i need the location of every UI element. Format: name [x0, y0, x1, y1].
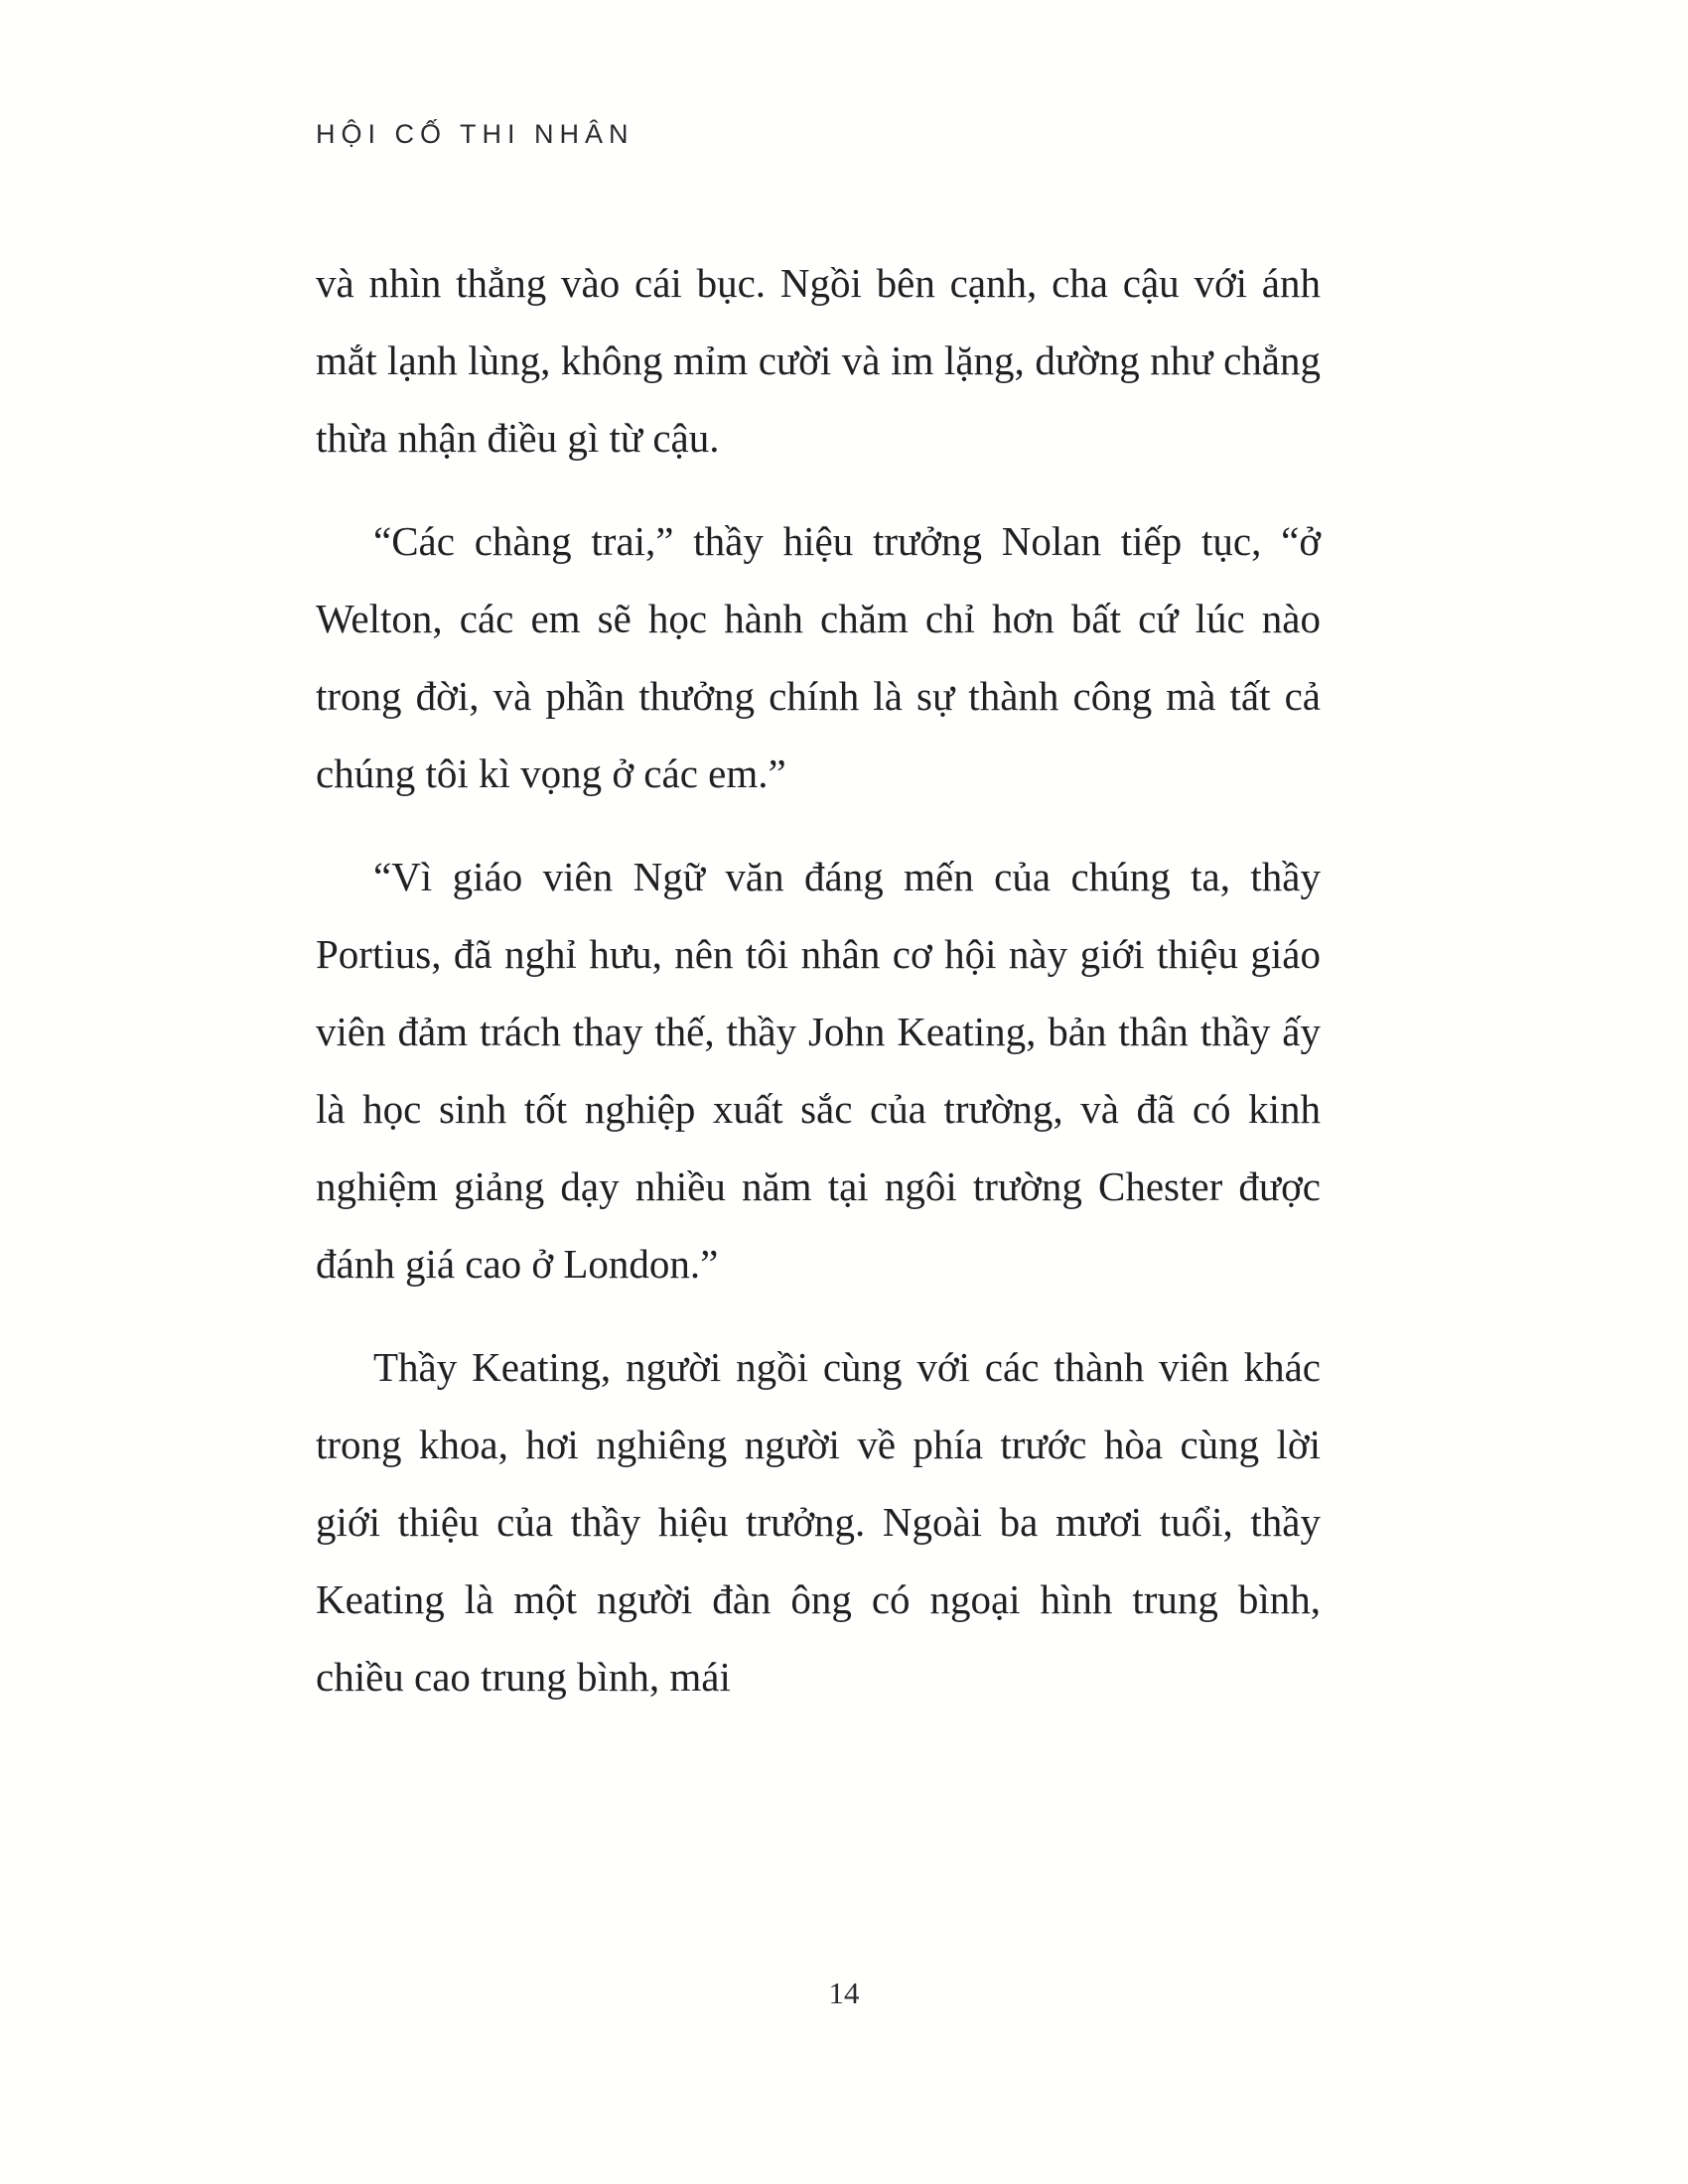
- paragraph: và nhìn thẳng vào cái bục. Ngồi bên cạnh, cha cậu với ánh mắt lạnh lùng, không mỉm cười và im lặng, dường như chẳng thừa nhận điều gì từ cậu.: [316, 260, 1321, 461]
- paragraph: “Vì giáo viên Ngữ văn đáng mến của chúng ta, thầy Portius, đã nghỉ hưu, nên tôi nhân cơ hội này giới thiệu giáo viên đảm trách thay thế, thầy John Keating, bản thân thầy ấy là học sinh tốt nghiệp xuất sắc của trường, và đã có kinh nghiệm giảng dạy nhiều năm tại ngôi trường Chester được đánh giá cao ở London.”: [316, 854, 1321, 1287]
- page-number: 14: [828, 1976, 860, 2010]
- running-head: HỘI CỐ THI NHÂN: [316, 119, 634, 149]
- paragraph: Thầy Keating, người ngồi cùng với các thành viên khác trong khoa, hơi nghiêng người về phía trước hòa cùng lời giới thiệu của thầy hiệu trưởng. Ngoài ba mươi tuổi, thầy Keating là một người đàn ông có ngoại hình trung bình, chiều cao trung bình, mái: [316, 1344, 1321, 1700]
- body-text-column: [316, 244, 1321, 1715]
- paragraph: “Các chàng trai,” thầy hiệu trưởng Nolan tiếp tục, “ở Welton, các em sẽ học hành chăm chỉ hơn bất cứ lúc nào trong đời, và phần thưởng chính là sự thành công mà tất cả chúng tôi kì vọng ở các em.”: [316, 518, 1321, 796]
